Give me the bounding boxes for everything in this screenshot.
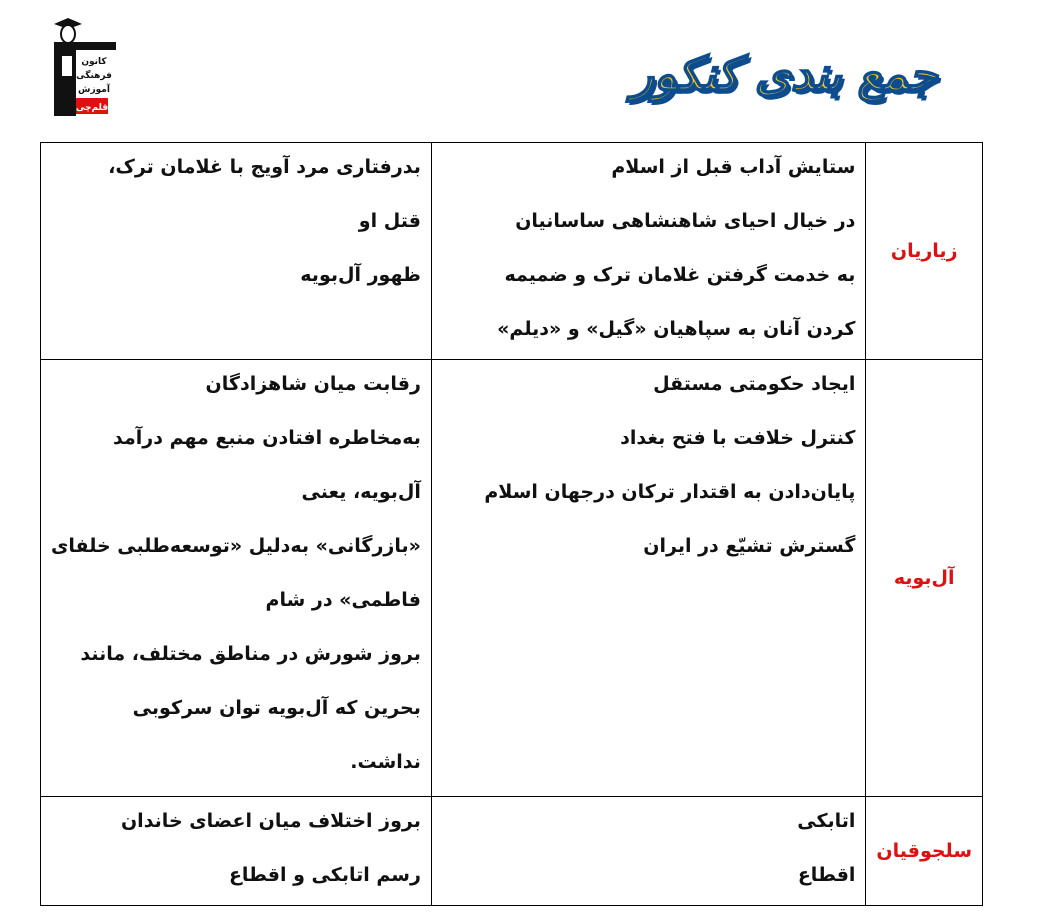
svg-text:قلم‌چی: قلم‌چی — [75, 103, 109, 113]
ghalamchi-logo — [50, 16, 120, 118]
cell-line: به خدمت گرفتن غلامان ترک و ضمیمه — [504, 264, 856, 286]
cell-line: رسم اتابکی و اقطاع — [228, 864, 421, 886]
dynasty-name: آل‌بویه — [866, 360, 983, 797]
svg-text:آموزش: آموزش — [78, 85, 110, 95]
cell-line: کنترل خلافت با فتح بغداد — [620, 427, 856, 449]
svg-text:فرهنگی: فرهنگی — [76, 71, 112, 81]
cell-line: گسترش تشیّع در ایران — [643, 535, 856, 557]
cell-line: کردن آنان به سپاهیان «گیل» و «دیلم» — [497, 318, 856, 340]
cell-line: فاطمی» در شام — [265, 589, 421, 611]
cell-line: قتل او — [358, 210, 421, 232]
table-row — [41, 797, 983, 906]
cell-line: اقطاع — [797, 864, 856, 886]
cell-line: به‌مخاطره افتادن منبع مهم درآمد — [113, 427, 421, 449]
cell-line: پایان‌دادن به اقتدار ترکان درجهان اسلام — [484, 481, 856, 503]
cell-line: «بازرگانی» به‌دلیل «توسعه‌طلبی خلفای — [51, 535, 421, 557]
cell-line: در خیال احیای شاهنشاهی ساسانیان — [515, 210, 856, 232]
decline-cell — [41, 143, 432, 360]
dynasty-name: سلجوقیان — [866, 797, 983, 906]
cell-line: ایجاد حکومتی مستقل — [653, 373, 856, 395]
policies-cell — [431, 360, 866, 797]
cell-line: بحرین که آل‌بویه توان سرکوبی — [132, 697, 421, 719]
table-row — [41, 143, 983, 360]
dynasties-table — [40, 142, 983, 906]
policies-cell — [431, 143, 866, 360]
svg-text:کانون: کانون — [81, 57, 107, 67]
cell-line: آل‌بویه، یعنی — [301, 481, 421, 503]
cell-line: ستایش آداب قبل از اسلام — [611, 156, 856, 178]
decline-cell — [41, 797, 432, 906]
cell-line: بروز شورش در مناطق مختلف، مانند — [80, 643, 421, 665]
dynasty-name: زیاریان — [866, 143, 983, 360]
table-row — [41, 360, 983, 797]
konkur-summary-logo: جمع بندی کنکور — [631, 47, 938, 101]
cell-line: ظهور آل‌بویه — [300, 264, 421, 286]
cell-line: رقابت میان شاهزادگان — [205, 373, 421, 395]
cell-line: بدرفتاری مرد آویج با غلامان ترک، — [108, 156, 421, 178]
policies-cell — [431, 797, 866, 906]
decline-cell — [41, 360, 432, 797]
cell-line: بروز اختلاف میان اعضای خاندان — [120, 810, 421, 832]
cell-line: نداشت. — [350, 751, 421, 773]
cell-line: اتابکی — [797, 810, 856, 832]
